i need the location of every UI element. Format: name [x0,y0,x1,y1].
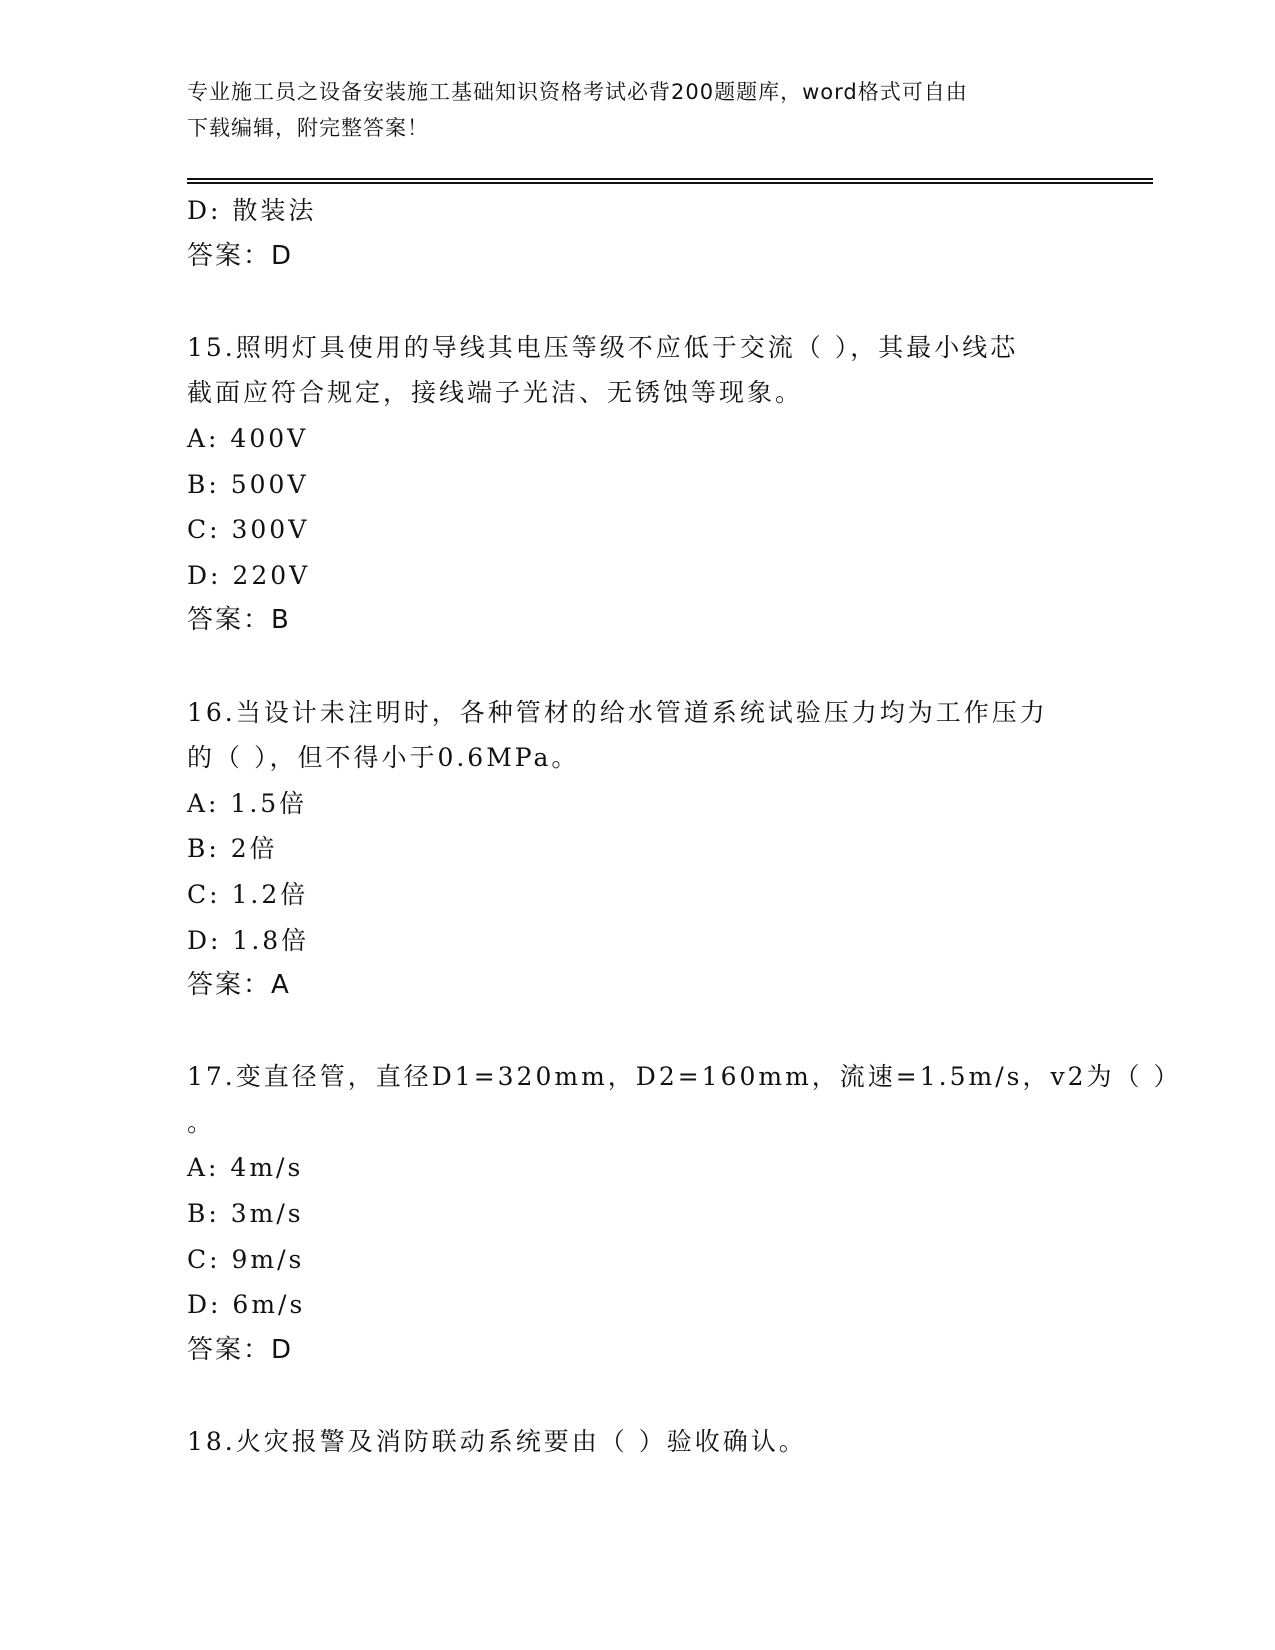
question-stem-line-2: 。 [187,1107,216,1137]
answer-line: 答案：D [187,240,294,271]
option-c: C: 1.2倍 [187,879,309,909]
option-d: D: 220V [187,560,311,590]
spacer [187,1373,1087,1419]
question-stem-line-2: 的（ ），但不得小于0.6MPa。 [187,743,580,773]
option-c: C: 9m/s [187,1244,305,1274]
option-d: D: 6m/s [187,1290,306,1320]
question-18 [187,1419,1087,1465]
option-a: A: 1.5倍 [187,788,308,818]
answer-line: 答案：B [187,605,291,636]
spacer [187,279,1087,325]
option-d: D: 1.8倍 [187,925,310,955]
header-divider-bottom [187,182,1153,184]
question-stem-line-1: 15.照明灯具使用的导线其电压等级不应低于交流（ ），其最小线芯 [187,332,1019,362]
document-header [187,74,1067,146]
question-17 [187,1054,1182,1373]
option-b: B: 500V [187,469,309,499]
spacer [187,1009,1087,1055]
question-stem-line-2: 截面应符合规定，接线端子光洁、无锈蚀等现象。 [187,378,804,408]
question-stem-line-1: 18.火灾报警及消防联动系统要由（ ）验收确认。 [187,1427,807,1457]
option-b: B: 3m/s [187,1199,304,1229]
option-d: D: 散装法 [187,196,317,225]
header-title-line-1: 专业施工员之设备安装施工基础知识资格考试必背200题题库，word格式可自由 [187,80,968,104]
question-15 [187,325,1087,644]
question-16 [187,690,1087,1009]
spacer [187,644,1087,690]
option-a: A: 400V [187,423,309,453]
header-title-line-2: 下载编辑，附完整答案！ [187,116,429,140]
answer-line: 答案：A [187,970,291,1001]
question-stem-line-1: 16.当设计未注明时，各种管材的给水管道系统试验压力均为工作压力 [187,697,1048,727]
header-divider-top [187,178,1153,180]
option-a: A: 4m/s [187,1153,304,1183]
answer-line: 答案：D [187,1334,294,1365]
option-b: B: 2倍 [187,834,278,864]
option-c: C: 300V [187,515,310,545]
question-stem-line-1: 17.变直径管，直径D1=320mm，D2=160mm，流速=1.5m/s，v2为（ ） [187,1062,1182,1092]
question-list [187,188,1182,1465]
previous-question-tail [187,188,1087,279]
